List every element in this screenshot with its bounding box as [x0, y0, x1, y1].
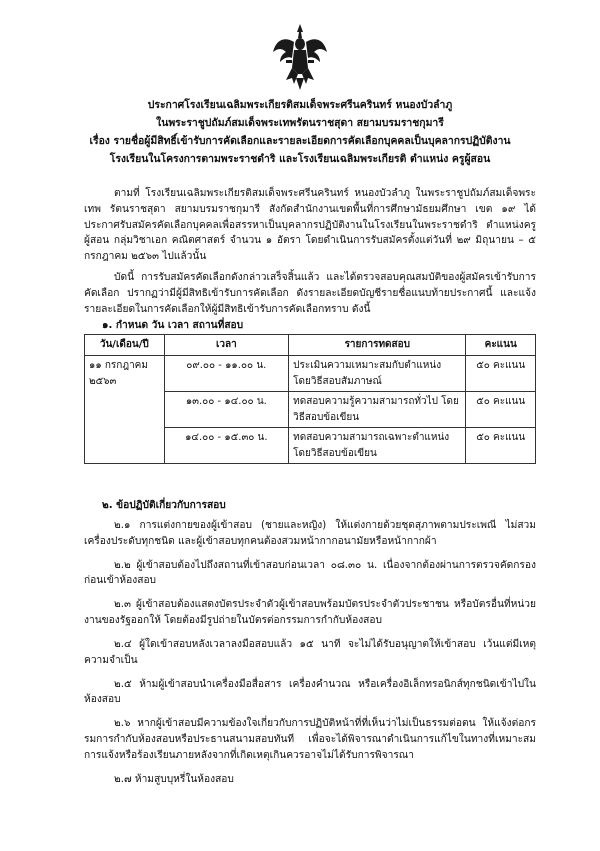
- rule-item: ๒.๕ ห้ามผู้เข้าสอบนำเครื่องมือสื่อสาร เครื่องคำนวณ หรือเครื่องอิเล็กทรอนิกส์ทุกชนิดเข้าไปในห้องสอบ: [84, 678, 536, 706]
- header-date: วัน/เดือน/ปี: [85, 335, 165, 356]
- header-line-1: ประกาศโรงเรียนเฉลิมพระเกียรติสมเด็จพระศรีนครินทร์ หนองบัวลำภู: [147, 99, 453, 111]
- rule-item: ๒.๓ ผู้เข้าสอบต้องแสดงบัตรประจำตัวผู้เข้าสอบพร้อมบัตรประจำตัวประชาชน หรือบัตรอื่นที่หน่วยงานของรัฐออกให้ โดยต้องมีรูปถ่ายในบัตรต่อกรรมการกำกับห้องสอบ: [84, 599, 536, 627]
- header-subject: รายการทดสอบ: [289, 335, 466, 356]
- score-cell: ๕๐ คะแนน: [466, 356, 536, 392]
- time-cell: ๐๙.๐๐ - ๑๑.๐๐ น.: [164, 356, 289, 392]
- subject-cell: ประเมินความเหมาะสมกับตำแหน่ง โดยวิธีสอบสัมภาษณ์: [289, 356, 466, 392]
- exam-date-cell: ๑๑ กรกฎาคม ๒๕๖๓: [85, 356, 165, 464]
- score-cell: ๕๐ คะแนน: [466, 392, 536, 428]
- rule-item: ๒.๒ ผู้เข้าสอบต้องไปถึงสถานที่เข้าสอบก่อนเวลา ๐๘.๓๐ น. เนื่องจากต้องผ่านการตรวจคัดกรองก่อนเข้าห้องสอบ: [84, 559, 536, 587]
- exam-rules-list: [84, 518, 536, 795]
- subject-cell: ทดสอบความสามารถเฉพาะตำแหน่ง โดยวิธีสอบข้อเขียน: [289, 428, 466, 464]
- garuda-emblem-icon: [272, 22, 328, 92]
- score-cell: ๕๐ คะแนน: [466, 428, 536, 464]
- announcement-header: [60, 96, 540, 168]
- header-score: คะแนน: [466, 335, 536, 356]
- exam-schedule-table: [84, 334, 536, 464]
- header-line-4: โรงเรียนในโครงการตามพระราชดำริ และโรงเรียนเฉลิมพระเกียรติ ตำแหน่ง ครูผู้สอน: [109, 153, 491, 165]
- table-row: [85, 356, 536, 392]
- header-line-2: ในพระราชูปถัมภ์สมเด็จพระเทพรัตนราชสุดา สยามบรมราชกุมารี: [156, 117, 444, 129]
- section-1-title: ๑. กำหนด วัน เวลา สถานที่สอบ: [102, 320, 244, 331]
- header-time: เวลา: [164, 335, 289, 356]
- table-header-row: [85, 335, 536, 356]
- subject-cell: ทดสอบความรู้ความสามารถทั่วไป โดยวิธีสอบข้อเขียน: [289, 392, 466, 428]
- rule-item: ๒.๖ หากผู้เข้าสอบมีความข้องใจเกี่ยวกับการปฏิบัติหน้าที่ที่เห็นว่าไม่เป็นธรรมต่อตน ให้แจ้งต่อกรรมการกำกับห้องสอบหรือประธานสนามสอบทันที เพื่อจะได้พิจารณาดำเนินการแก้ไขในทางที่เหมาะสม การแจ้งหรือร้องเรียนภายหลังจากที่เกิดเหตุเกินควรอาจไม่ได้รับการพิจารณา: [84, 718, 536, 761]
- rule-item: ๒.๗ ห้ามสูบบุหรี่ในห้องสอบ: [114, 773, 234, 785]
- rule-item: ๒.๔ ผู้ใดเข้าสอบหลังเวลาลงมือสอบแล้ว ๑๕ นาที จะไม่ได้รับอนุญาตให้เข้าสอบ เว้นแต่มีเหตุความจำเป็น: [84, 638, 536, 666]
- time-cell: ๑๓.๐๐ - ๑๔.๐๐ น.: [164, 392, 289, 428]
- intro-paragraph: ตามที่ โรงเรียนเฉลิมพระเกียรติสมเด็จพระศรีนครินทร์ หนองบัวลำภู ในพระราชูปถัมภ์สมเด็จพระเทพ รัตนราชสุดา สยามบรมราชกุมารี สังกัดสำนักงานเขตพื้นที่การศึกษามัธยมศึกษา เขต ๑๙ ได้ประกาศรับสมัครคัดเลือกบุคคลเพื่อสรรหาเป็นบุคลากรปฏิบัติงานในโรงเรียนในพระราชดำริ ตำแหน่งครูผู้สอน กลุ่มวิชาเอก คณิตศาสตร์ จำนวน ๑ อัตรา โดยดำเนินการรับสมัครตั้งแต่วันที่ ๒๙ มิถุนายน – ๕ กรกฎาคม ๒๕๖๓ ไปแล้วนั้น: [84, 188, 536, 263]
- announcement-paragraph: บัดนี้ การรับสมัครคัดเลือกดังกล่าวเสร็จสิ้นแล้ว และได้ตรวจสอบคุณสมบัติของผู้สมัครเข้ารับการคัดเลือก ปรากฏว่ามีผู้มีสิทธิเข้ารับการคัดเลือก ดังรายละเอียดบัญชีรายชื่อแนบท้ายประกาศนี้ และแจ้งรายละเอียดในการคัดเลือกให้ผู้มีสิทธิเข้ารับการคัดเลือกทราบ ดังนี้: [84, 272, 536, 315]
- time-cell: ๑๔.๐๐ - ๑๕.๓๐ น.: [164, 428, 289, 464]
- header-subject-line: เรื่อง รายชื่อผู้มีสิทธิ์เข้ารับการคัดเลือกและรายละเอียดการคัดเลือกบุคคลเป็นบุคลากรปฏิบัติงาน: [89, 135, 511, 147]
- rule-item: ๒.๑ การแต่งกายของผู้เข้าสอบ (ชายและหญิง) ให้แต่งกายด้วยชุดสุภาพตามประเพณี ไม่สวมเครื่องประดับทุกชนิด และผู้เข้าสอบทุกคนต้องสวมหน้ากากอนามัยหรือหน้ากากผ้า: [84, 520, 536, 547]
- section-2-title: ๒. ข้อปฏิบัติเกี่ยวกับการสอบ: [102, 500, 226, 511]
